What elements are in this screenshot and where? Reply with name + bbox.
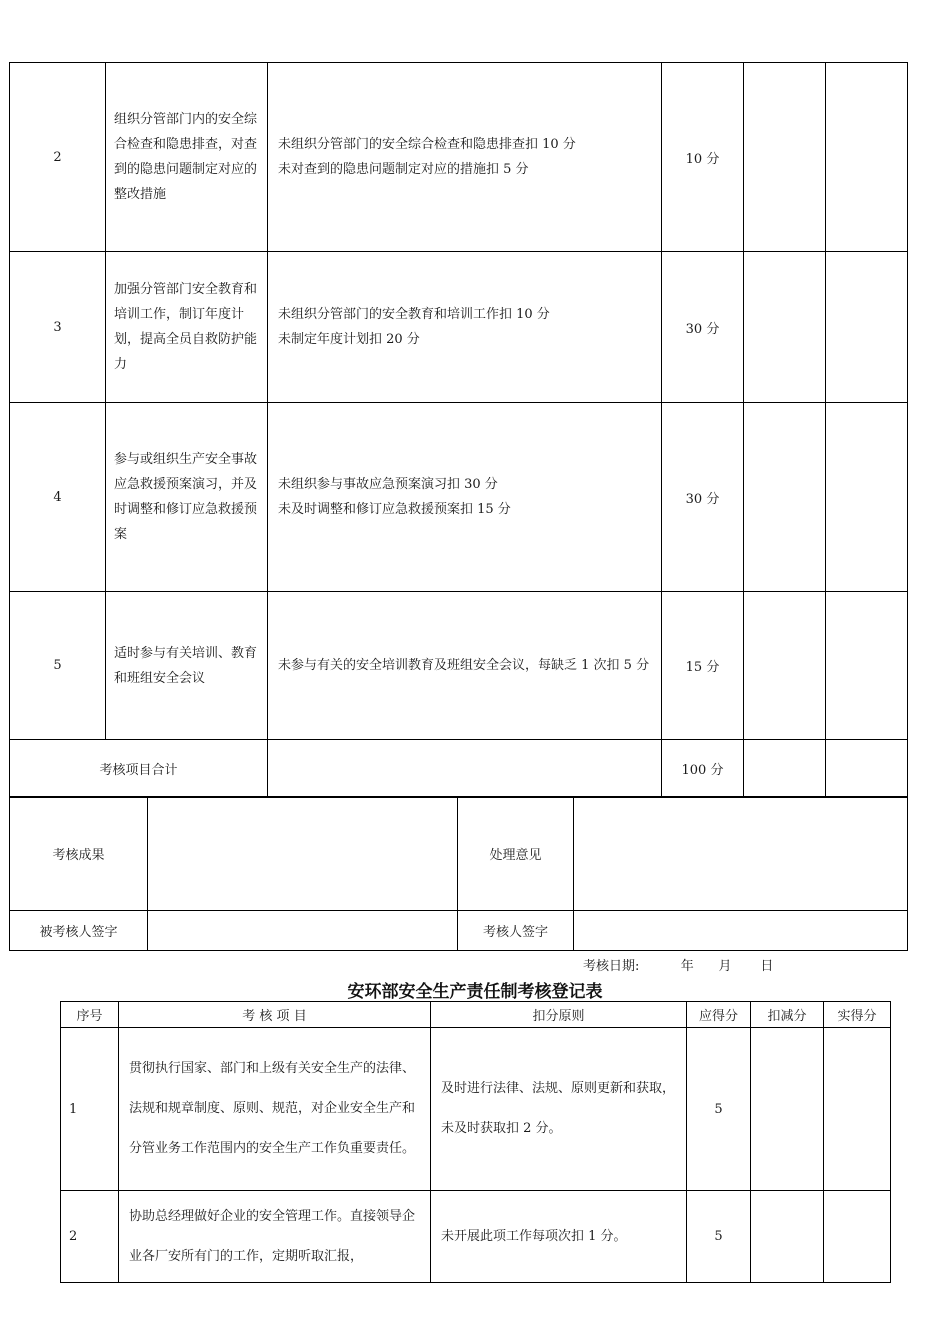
actual-score-cell[interactable]	[826, 403, 908, 592]
header-item: 考 核 项 目	[119, 1002, 431, 1028]
deduction-criteria	[268, 252, 662, 403]
header-max-score: 应得分	[687, 1002, 751, 1028]
header-deducted: 扣减分	[751, 1002, 824, 1028]
criteria-line: 未组织参与事故应急预案演习扣 30 分	[278, 477, 498, 492]
assessment-item: 参与或组织生产安全事故应急救援预案演习，并及时调整和修订应急救援预案	[106, 403, 268, 592]
row-number: 1	[61, 1028, 119, 1191]
result-label: 考核成果	[10, 797, 148, 911]
deducted-score-cell[interactable]	[744, 63, 826, 252]
row-number: 2	[10, 63, 106, 252]
opinion-label: 处理意见	[458, 797, 574, 911]
deduction-criteria	[268, 592, 662, 740]
actual-score-cell[interactable]	[824, 1191, 891, 1283]
total-deducted-cell[interactable]	[744, 740, 826, 798]
assessment-item: 适时参与有关培训、教育和班组安全会议	[106, 592, 268, 740]
total-criteria-cell	[268, 740, 662, 798]
deduction-criteria: 未开展此项工作每项次扣 1 分。	[431, 1191, 687, 1283]
actual-score-cell[interactable]	[824, 1028, 891, 1191]
table-row	[61, 1191, 891, 1283]
examinee-signature-label: 被考核人签字	[10, 911, 148, 951]
max-score: 15 分	[662, 592, 744, 740]
header-actual: 实得分	[824, 1002, 891, 1028]
max-score: 10 分	[662, 63, 744, 252]
signature-row	[10, 911, 908, 951]
max-score: 5	[687, 1191, 751, 1283]
document-title: 安环部安全生产责任制考核登记表	[347, 982, 603, 1002]
criteria-line: 未参与有关的安全培训教育及班组安全会议，每缺乏 1 次扣 5 分	[278, 658, 650, 673]
deduction-criteria	[268, 63, 662, 252]
deduction-criteria	[268, 403, 662, 592]
total-label: 考核项目合计	[10, 740, 268, 798]
criteria-line: 未组织分管部门的安全综合检查和隐患排查扣 10 分	[278, 137, 576, 152]
opinion-field[interactable]	[574, 797, 908, 911]
deducted-score-cell[interactable]	[744, 252, 826, 403]
max-score: 30 分	[662, 252, 744, 403]
deducted-score-cell[interactable]	[751, 1191, 824, 1283]
assessment-item: 加强分管部门安全教育和培训工作，制订年度计划，提高全员自救防护能力	[106, 252, 268, 403]
assessment-date: 考核日期: 年 月 日	[583, 959, 774, 974]
row-number: 4	[10, 403, 106, 592]
max-score: 30 分	[662, 403, 744, 592]
row-number: 3	[10, 252, 106, 403]
deduction-criteria: 及时进行法律、法规、原则更新和获取，未及时获取扣 2 分。	[431, 1028, 687, 1191]
actual-score-cell[interactable]	[826, 252, 908, 403]
result-signature-table	[9, 796, 908, 951]
criteria-line: 未对查到的隐患问题制定对应的措施扣 5 分	[278, 162, 529, 177]
examinee-signature-field[interactable]	[148, 911, 458, 951]
row-number: 5	[10, 592, 106, 740]
criteria-line: 未组织分管部门的安全教育和培训工作扣 10 分	[278, 307, 550, 322]
examiner-signature-label: 考核人签字	[458, 911, 574, 951]
header-number: 序号	[61, 1002, 119, 1028]
result-field[interactable]	[148, 797, 458, 911]
header-row	[61, 1002, 891, 1028]
criteria-line: 未制定年度计划扣 20 分	[278, 332, 420, 347]
registration-table	[60, 1001, 891, 1283]
deducted-score-cell[interactable]	[744, 403, 826, 592]
total-row	[10, 740, 908, 798]
deducted-score-cell[interactable]	[744, 592, 826, 740]
deducted-score-cell[interactable]	[751, 1028, 824, 1191]
criteria-line: 未及时调整和修订应急救援预案扣 15 分	[278, 502, 511, 517]
header-criteria: 扣分原则	[431, 1002, 687, 1028]
examiner-signature-field[interactable]	[574, 911, 908, 951]
assessment-item: 协助总经理做好企业的安全管理工作。直接领导企业各厂安所有门的工作，定期听取汇报，	[119, 1191, 431, 1283]
result-row	[10, 797, 908, 911]
table-row	[10, 63, 908, 252]
table-row	[61, 1028, 891, 1191]
assessment-item: 贯彻执行国家、部门和上级有关安全生产的法律、法规和规章制度、原则、规范，对企业安全生产和分管业务工作范围内的安全生产工作负重要责任。	[119, 1028, 431, 1191]
total-score: 100 分	[662, 740, 744, 798]
assessment-table-continued	[9, 62, 908, 798]
assessment-item: 组织分管部门内的安全综合检查和隐患排查，对查到的隐患问题制定对应的整改措施	[106, 63, 268, 252]
total-actual-cell[interactable]	[826, 740, 908, 798]
max-score: 5	[687, 1028, 751, 1191]
row-number: 2	[61, 1191, 119, 1283]
actual-score-cell[interactable]	[826, 592, 908, 740]
table-row	[10, 252, 908, 403]
table-row	[10, 592, 908, 740]
actual-score-cell[interactable]	[826, 63, 908, 252]
table-row	[10, 403, 908, 592]
